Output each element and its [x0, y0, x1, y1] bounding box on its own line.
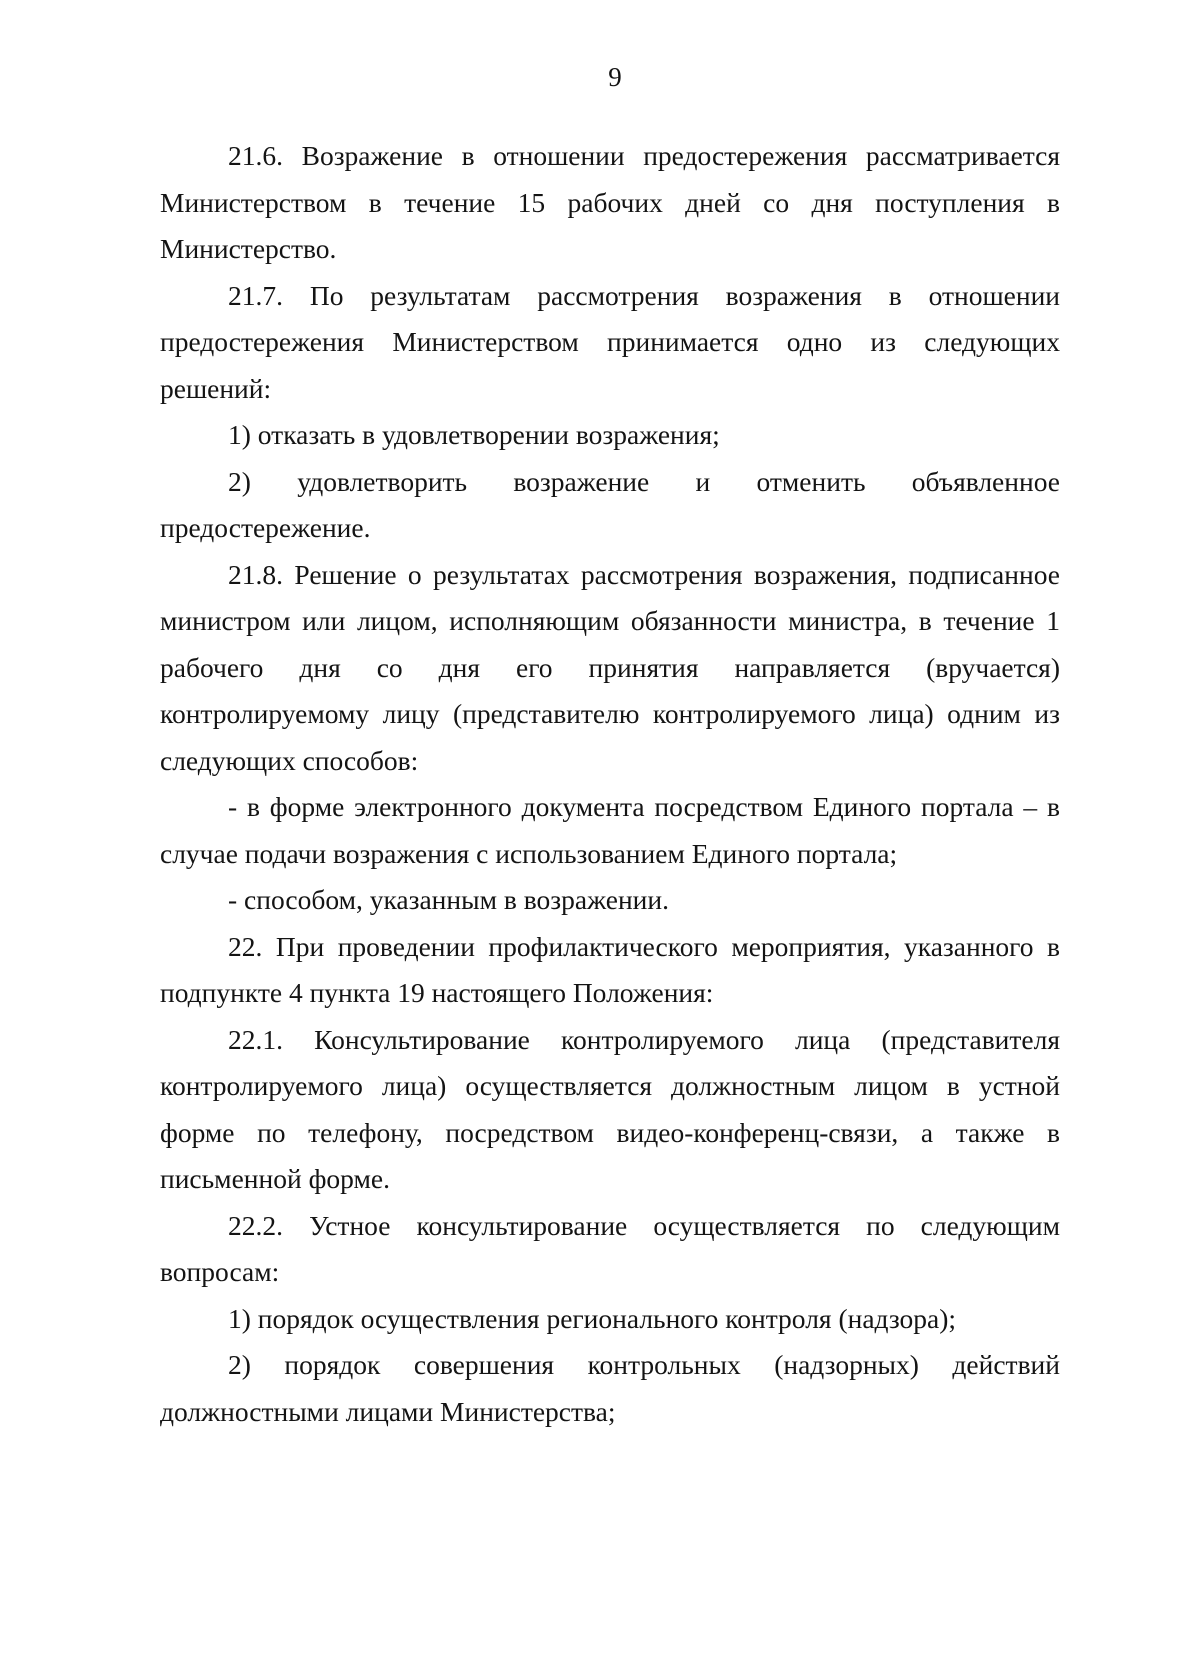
paragraph-21-6: 21.6. Возражение в отношении предостережения рассматривается Министерством в течение 15 рабочих дней со дня поступления в Министерство. — [160, 140, 1060, 264]
document-body — [160, 133, 1060, 1435]
list-item-refuse: 1) отказать в удовлетворении возражения; — [228, 419, 720, 450]
list-item-method: - способом, указанным в возражении. — [228, 884, 669, 915]
page-number: 9 — [608, 62, 622, 92]
paragraph-22-2: 22.2. Устное консультирование осуществляется по следующим вопросам: — [160, 1209, 1060, 1287]
list-item-actions-order: 2) порядок совершения контрольных (надзорных) действий должностными лицами Министерства; — [160, 1349, 1060, 1427]
paragraph-22-1: 22.1. Консультирование контролируемого лица (представителя контролируемого лица) осуществляется должностным лицом в устной форме по телефону, посредством видео-конференц-связи, а также в письменной форме. — [160, 1023, 1060, 1194]
paragraph-21-7: 21.7. По результатам рассмотрения возражения в отношении предостережения Министерством принимается одно из следующих решений: — [160, 279, 1060, 404]
list-item-satisfy: 2) удовлетворить возражение и отменить объявленное предостережение. — [160, 465, 1060, 543]
list-item-electronic: - в форме электронного документа посредством Единого портала – в случае подачи возражения с использованием Единого портала; — [160, 791, 1060, 869]
paragraph-21-8: 21.8. Решение о результатах рассмотрения возражения, подписанное министром или лицом, исполняющим обязанности министра, в течение 1 рабочего дня со дня его принятия направляется (вручается) контролируемому лицу (представителю контролируемого лица) одним из следующих способов: — [160, 558, 1060, 776]
list-item-control-order: 1) порядок осуществления регионального контроля (надзора); — [228, 1302, 957, 1334]
paragraph-22: 22. При проведении профилактического мероприятия, указанного в подпункте 4 пункта 19 настоящего Положения: — [160, 930, 1060, 1008]
